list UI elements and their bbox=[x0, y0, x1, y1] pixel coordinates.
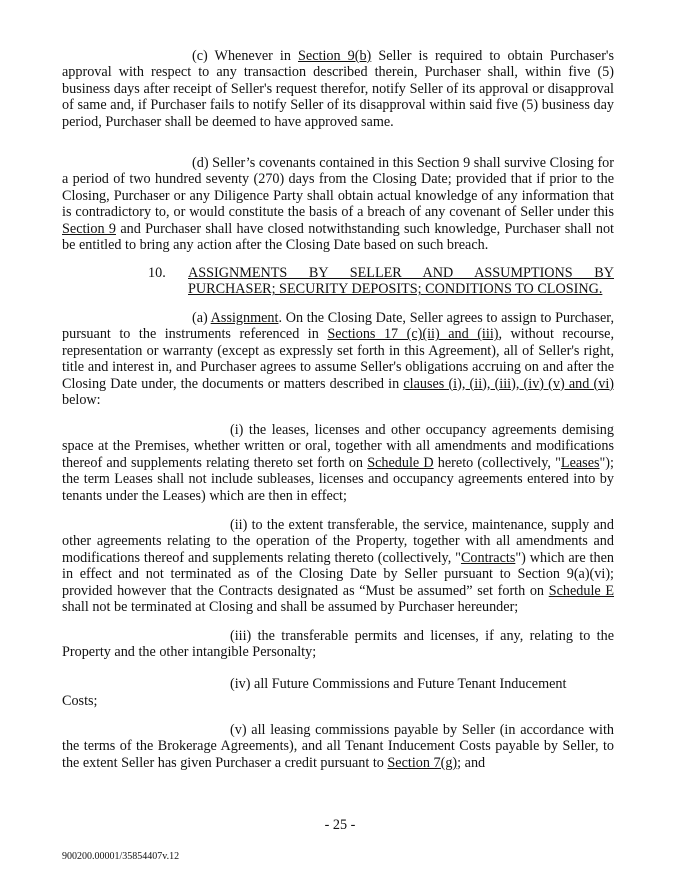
paragraph-d-text: (d) Seller’s covenants contained in this Section 9 shall survive Closing for a period of two hundred seventy (270) days from the Closing Date; provided that if prior to the Closing, Purchaser or any Diligence Party shall obtain actual knowledge of any information that is contradictory to, or would constitute the basis of a breach of any covenant of Seller under this bbox=[62, 155, 614, 221]
paragraph-ii-text-end: shall not be terminated at Closing and shall be assumed by Purchaser hereunder; bbox=[62, 599, 519, 616]
paragraph-ii-text-mid: ") which are then in effect and not terminated as of the Closing Date by Seller pursuant to Section 9(a)(vi); provided however that the Contracts designated as “Must be assumed” set forth on bbox=[62, 549, 614, 599]
paragraph-a bbox=[62, 310, 614, 408]
paragraph-a-text: . On the Closing Date, Seller agrees to assign to Purchaser, pursuant to the instruments referenced in bbox=[62, 310, 614, 343]
section-title-line2: PURCHASER; SECURITY DEPOSITS; CONDITIONS TO CLOSING. bbox=[188, 281, 603, 298]
paragraph-iii-text: (iii) the transferable permits and licenses, if any, relating to the Property and the other intangible Personalty; bbox=[62, 628, 614, 661]
paragraph-v-text-end: ; and bbox=[457, 754, 486, 771]
paragraph-c-text-rest: Seller is required to obtain Purchaser's approval with respect to any transaction described therein, Purchaser shall, within five (5) business days after receipt of Seller's request therefor, notify Seller of its approval or disapproval of same and, if Purchaser fails to notify Seller of its disapproval within said five (5) business day period, Purchaser shall be deemed to have approved same. bbox=[62, 48, 614, 130]
paragraph-iv bbox=[62, 676, 614, 692]
paragraph-c bbox=[62, 48, 614, 130]
schedule-d-reference: Schedule D bbox=[367, 454, 434, 471]
document-id: 900200.00001/35854407v.12 bbox=[62, 851, 180, 862]
paragraph-ii-text: (ii) to the extent transferable, the service, maintenance, supply and other agreements relating to the operation of the Property, together with all amendments and modifications thereof and supplements relating thereto (collectively, " bbox=[62, 517, 614, 566]
section-title bbox=[188, 265, 614, 298]
sections-17-reference: Sections 17 (c)(ii) and (iii) bbox=[327, 326, 499, 343]
paragraph-a-text-mid: , without recourse, representation or warranty (except as expressly set forth in this Agreement), all of Seller's right, title and interest in, and Purchaser agrees to assume Seller's obligations accruing on and after the Closing Date under, the documents or matters described in bbox=[62, 326, 614, 392]
paragraph-c-text: (c) Whenever in bbox=[192, 48, 299, 64]
paragraph-d bbox=[62, 155, 614, 253]
paragraph-iii bbox=[62, 628, 614, 661]
paragraph-i bbox=[62, 422, 614, 504]
section-9-reference: Section 9 bbox=[62, 220, 116, 237]
section-title-line1: ASSIGNMENTS BY SELLER AND ASSUMPTIONS BY bbox=[188, 265, 614, 281]
paragraph-i-text-mid: hereto (collectively, " bbox=[433, 454, 561, 471]
assignment-heading: Assignment bbox=[210, 310, 279, 326]
leases-definition: Leases bbox=[560, 454, 600, 471]
section-number: 10. bbox=[148, 265, 166, 281]
paragraph-v bbox=[62, 722, 614, 771]
paragraph-ii bbox=[62, 517, 614, 615]
paragraph-d-text-rest: and Purchaser shall have closed notwithstanding such knowledge, Purchaser shall not be entitled to bring any action after the Closing Date based on such breach. bbox=[62, 220, 614, 254]
page-number: - 25 - bbox=[324, 817, 356, 833]
contracts-definition: Contracts bbox=[460, 549, 516, 566]
paragraph-i-text: (i) the leases, licenses and other occupancy agreements demising space at the Premises, whether written or oral, together with all amendments and modifications thereof and supplements relating thereto set forth on bbox=[62, 422, 614, 471]
paragraph-v-text: (v) all leasing commissions payable by Seller (in accordance with the terms of the Brokerage Agreements), and all Tenant Inducement Costs payable by Seller, to the extent Seller has given Purchaser a credit pursuant to bbox=[62, 722, 614, 771]
paragraph-a-text-end: below: bbox=[62, 392, 101, 409]
paragraph-iv-continuation: Costs; bbox=[62, 693, 98, 709]
paragraph-i-text-end: "); the term Leases shall not include subleases, licenses and occupancy agreements entered into by tenants under the Leases) which are then in effect; bbox=[62, 454, 614, 504]
schedule-e-reference: Schedule E bbox=[548, 582, 615, 599]
clauses-reference: clauses (i), (ii), (iii), (iv) (v) and (vi) bbox=[403, 375, 614, 392]
section-9b-reference: Section 9(b) bbox=[298, 48, 372, 64]
paragraph-a-label: (a) bbox=[192, 310, 211, 326]
paragraph-iv-text: (iv) all Future Commissions and Future Tenant Inducement bbox=[230, 676, 567, 692]
section-7g-reference: Section 7(g) bbox=[387, 754, 458, 771]
